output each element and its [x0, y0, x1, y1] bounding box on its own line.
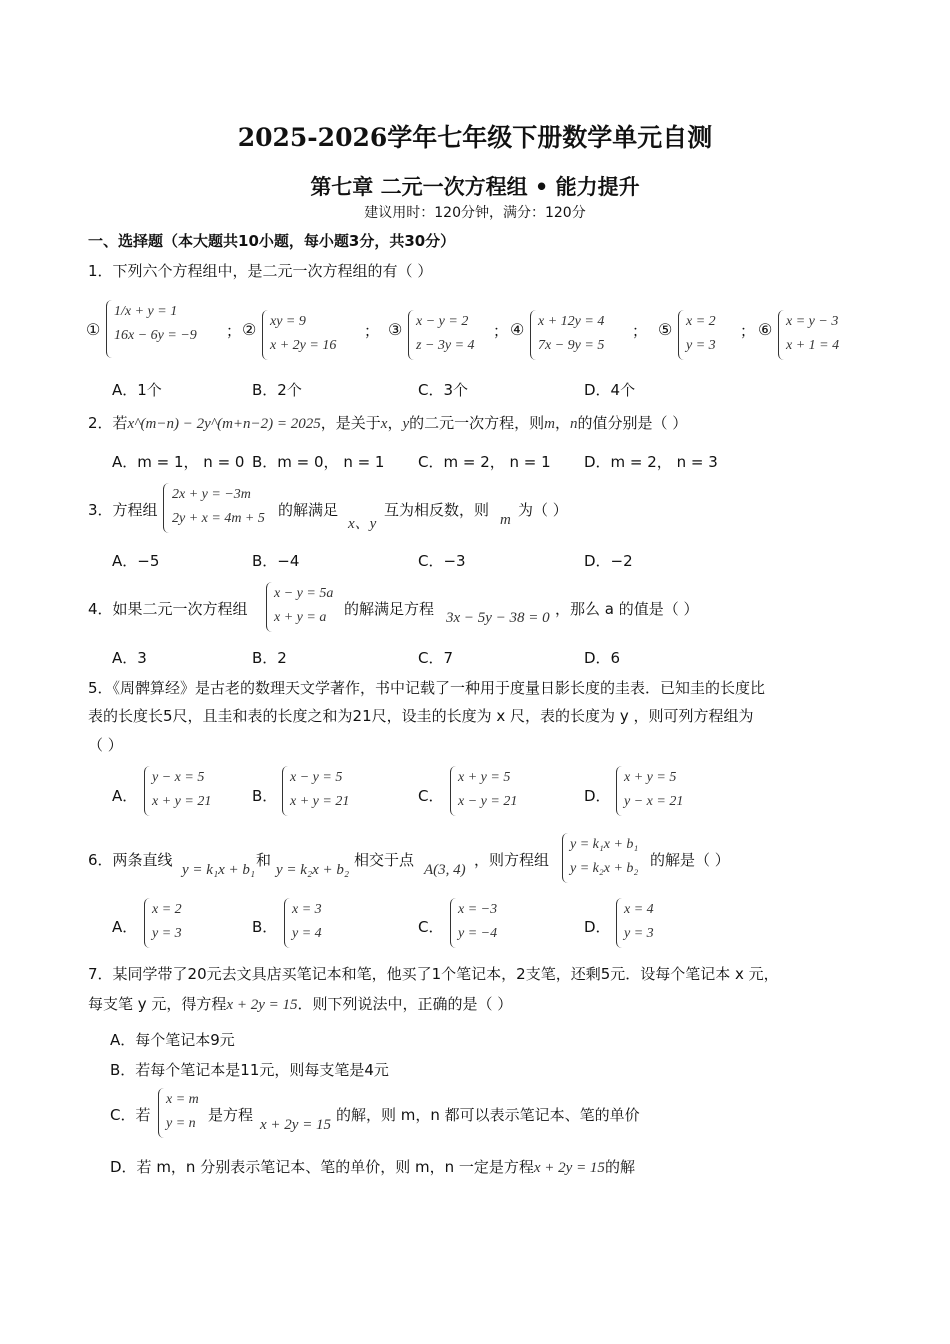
- system-1: 1/x + y = 1 16x − 6y = −9: [114, 304, 197, 343]
- q7-option-c-system: x = m y = n: [166, 1092, 199, 1131]
- question-5-line-1: 5．《周髀算经》是古老的数理天文学著作，书中记载了一种用于度量日影长度的圭表．已知圭的长度比: [88, 679, 766, 697]
- question-5-line-2: 表的长度长5尺，且圭和表的长度之和为21尺，设圭的长度为 x 尺，表的长度为 y ，则可列方程组为: [88, 707, 754, 725]
- question-3-system: 2x + y = −3m 2y + x = 4m + 5: [172, 487, 265, 526]
- q5-option-c[interactable]: C．: [418, 787, 444, 805]
- system-5: x = 2 y = 3: [686, 314, 716, 353]
- chapter-subtitle: 第七章 二元一次方程组 • 能力提升: [310, 175, 640, 199]
- q6-option-c-system: x = −3 y = −4: [458, 902, 498, 941]
- q2-option-d[interactable]: D．m = 2， n = 3: [584, 453, 718, 471]
- question-4-pre: 4．如果二元一次方程组: [88, 600, 248, 618]
- q1-option-b[interactable]: B．2个: [252, 381, 302, 399]
- q2-option-c[interactable]: C．m = 2， n = 1: [418, 453, 551, 471]
- q2-option-b[interactable]: B．m = 0， n = 1: [252, 453, 385, 471]
- system-4-mark: ④: [510, 320, 525, 339]
- q7-option-d[interactable]: D．若 m，n 分别表示笔记本、笔的单价，则 m，n 一定是方程x + 2y = 15的解: [110, 1158, 635, 1176]
- system-3: x − y = 2 z − 3y = 4: [416, 314, 475, 353]
- question-6-pre: 6．两条直线: [88, 851, 173, 869]
- section-heading: 一、选择题（本大题共10小题，每小题3分，共30分）: [88, 232, 456, 250]
- question-1-stem: 1．下列六个方程组中，是二元一次方程组的有（ ）: [88, 262, 433, 280]
- system-6-mark: ⑥: [758, 320, 773, 339]
- question-7-line-2: 每支笔 y 元，得方程x + 2y = 15．则下列说法中，正确的是（ ）: [88, 995, 513, 1013]
- q7-option-c[interactable]: C．若: [110, 1106, 151, 1124]
- q5-option-b[interactable]: B．: [252, 787, 278, 805]
- question-5-line-3: （ ）: [88, 736, 123, 754]
- q5-option-a[interactable]: A．: [112, 787, 138, 805]
- system-4: x + 12y = 4 7x − 9y = 5: [538, 314, 605, 353]
- system-2-mark: ②: [242, 320, 257, 339]
- system-6: x = y − 3 x + 1 = 4: [786, 314, 840, 353]
- question-6-system: y = k₁x + b₁ y = k₂x + b₂: [570, 837, 639, 876]
- q6-option-d-system: x = 4 y = 3: [624, 902, 654, 941]
- q6-option-c[interactable]: C．: [418, 918, 444, 936]
- q6-option-d[interactable]: D．: [584, 918, 611, 936]
- q1-option-d[interactable]: D．4个: [584, 381, 636, 399]
- system-2: xy = 9 x + 2y = 16: [270, 314, 337, 353]
- q3-option-d[interactable]: D．−2: [584, 552, 633, 570]
- q4-option-c[interactable]: C．7: [418, 649, 454, 667]
- q6-option-b-system: x = 3 y = 4: [292, 902, 322, 941]
- q6-option-a-system: x = 2 y = 3: [152, 902, 182, 941]
- q3-option-b[interactable]: B．−4: [252, 552, 300, 570]
- system-1-mark: ①: [86, 320, 101, 339]
- q5-option-b-system: x − y = 5 x + y = 21: [290, 770, 350, 809]
- page-title: 2025-2026学年七年级下册数学单元自测: [237, 123, 713, 152]
- time-limit: 建议用时：120分钟，满分：120分: [364, 205, 586, 221]
- system-3-mark: ③: [388, 320, 403, 339]
- question-4-system: x − y = 5a x + y = a: [274, 586, 334, 625]
- q1-option-c[interactable]: C．3个: [418, 381, 469, 399]
- q5-option-d[interactable]: D．: [584, 787, 611, 805]
- q3-option-c[interactable]: C．−3: [418, 552, 466, 570]
- q4-option-a[interactable]: A．3: [112, 649, 147, 667]
- q5-option-d-system: x + y = 5 y − x = 21: [624, 770, 684, 809]
- q5-option-a-system: y − x = 5 x + y = 21: [152, 770, 212, 809]
- q4-option-b[interactable]: B．2: [252, 649, 287, 667]
- q3-option-a[interactable]: A．−5: [112, 552, 160, 570]
- q4-option-d[interactable]: D．6: [584, 649, 621, 667]
- question-2-stem: 2．若x^(m−n) − 2y^(m+n−2) = 2025，是关于x，y的二元一次方程，则m，n的值分别是（ ）: [88, 414, 688, 432]
- q6-option-a[interactable]: A．: [112, 918, 138, 936]
- q1-option-a[interactable]: A．1个: [112, 381, 162, 399]
- q7-option-b[interactable]: B．若每个笔记本是11元，则每支笔是4元: [110, 1061, 389, 1079]
- question-3-pre: 3．方程组: [88, 501, 158, 519]
- q2-option-a[interactable]: A．m = 1， n = 0: [112, 453, 245, 471]
- system-5-mark: ⑤: [658, 320, 673, 339]
- q5-option-c-system: x + y = 5 x − y = 21: [458, 770, 518, 809]
- q6-option-b[interactable]: B．: [252, 918, 278, 936]
- question-7-line-1: 7．某同学带了20元去文具店买笔记本和笔，他买了1个笔记本，2支笔，还剩5元．设每个笔记本 x 元，: [88, 965, 779, 983]
- q7-option-a[interactable]: A．每个笔记本9元: [110, 1031, 235, 1049]
